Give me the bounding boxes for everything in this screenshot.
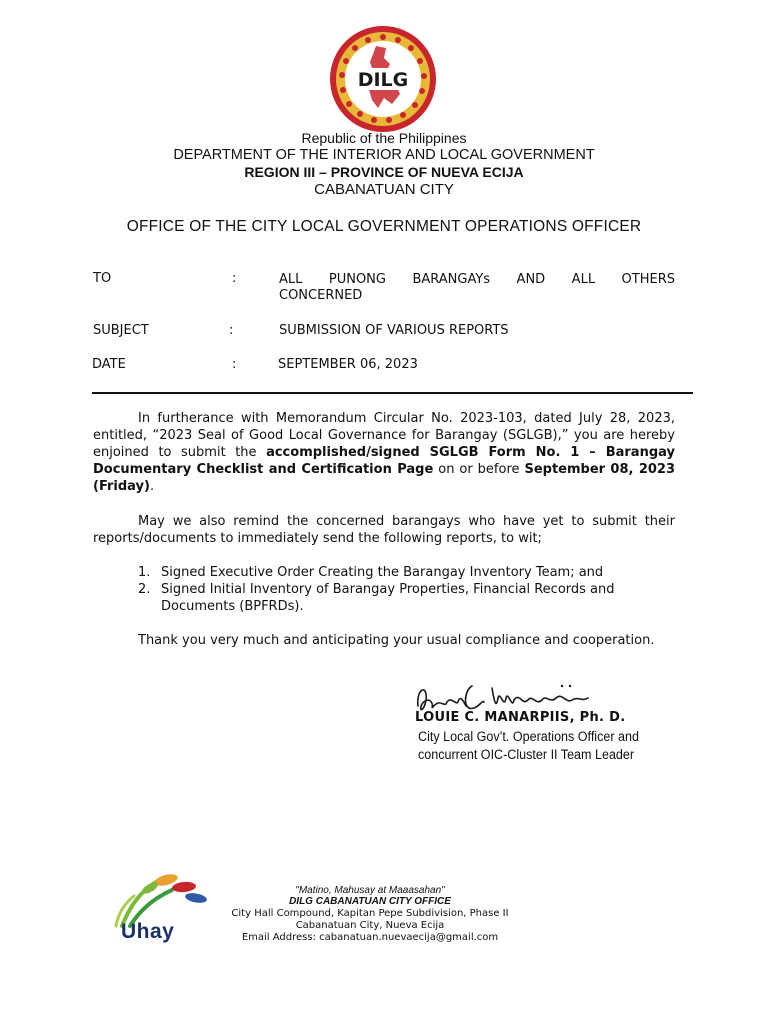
- header-department: DEPARTMENT OF THE INTERIOR AND LOCAL GOVERNMENT: [173, 147, 595, 163]
- date-label: DATE: [92, 357, 126, 372]
- paragraph-3: Thank you very much and anticipating your usual compliance and cooperation.: [138, 633, 655, 648]
- subject-label: SUBJECT: [93, 323, 149, 338]
- signatory-title-line2: concurrent OIC-Cluster II Team Leader: [418, 747, 635, 762]
- form-name-emphasis: accomplished/signed SGLGB Form No. 1 – Barangay Documentary Checklist and Certification Page: [93, 445, 675, 477]
- to-value-line1: ALL PUNONG BARANGAYs AND ALL OTHERS: [279, 272, 675, 287]
- to-label: TO: [93, 271, 112, 286]
- office-title: OFFICE OF THE CITY LOCAL GOVERNMENT OPERATIONS OFFICER: [126, 218, 642, 235]
- reports-list: [138, 564, 678, 615]
- footer-address-line1: City Hall Compound, Kapitan Pepe Subdivision, Phase II: [231, 908, 509, 919]
- deadline-emphasis: September 08, 2023 (Friday): [93, 462, 675, 494]
- footer-office: DILG CABANATUAN CITY OFFICE: [289, 896, 451, 907]
- header-city: CABANATUAN CITY: [314, 181, 454, 198]
- to-colon: :: [232, 271, 237, 286]
- header-divider: [92, 392, 693, 394]
- footer-address-line2: Cabanatuan City, Nueva Ecija: [295, 920, 445, 931]
- header-region: REGION III – PROVINCE OF NUEVA ECIJA: [244, 164, 524, 180]
- seal-text: DILG: [357, 69, 409, 91]
- signatory-title-line1: City Local Gov’t. Operations Officer and: [418, 729, 639, 744]
- uhay-logo-text: Uhay: [121, 920, 175, 943]
- dilg-seal-logo: [328, 24, 438, 134]
- footer-email: Email Address: cabanatuan.nuevaecija@gmail.com: [241, 932, 499, 943]
- paragraph-1: In furtherance with Memorandum Circular No. 2023-103, dated July 28, 2023, entitled, “2023 Seal of Good Local Governance for Barangay (SGLGB),” you are hereby enjoined to submit the accomplished/signed SGLGB Form No. 1 – Barangay Documentary Checklist and Certification Page on or before September 08, 2023 (Friday).: [93, 411, 675, 494]
- subject-value: SUBMISSION OF VARIOUS REPORTS: [279, 323, 509, 338]
- footer-motto: "Matino, Mahusay at Maaasahan": [295, 885, 445, 896]
- header-republic: Republic of the Philippines: [301, 130, 467, 146]
- list-item: 2. Signed Initial Inventory of Barangay Properties, Financial Records and Documents (BPFRDs).: [138, 582, 615, 614]
- to-value-line2: CONCERNED: [279, 288, 363, 303]
- signatory-name: LOUIE C. MANARPIIS, Ph. D.: [415, 710, 626, 725]
- date-colon: :: [232, 357, 237, 372]
- date-value: SEPTEMBER 06, 2023: [278, 357, 418, 372]
- subject-colon: :: [229, 323, 234, 338]
- paragraph-2: May we also remind the concerned barangays who have yet to submit their reports/documents to immediately send the following reports, to wit;: [93, 514, 675, 546]
- list-item: 1. Signed Executive Order Creating the Barangay Inventory Team; and: [138, 565, 604, 580]
